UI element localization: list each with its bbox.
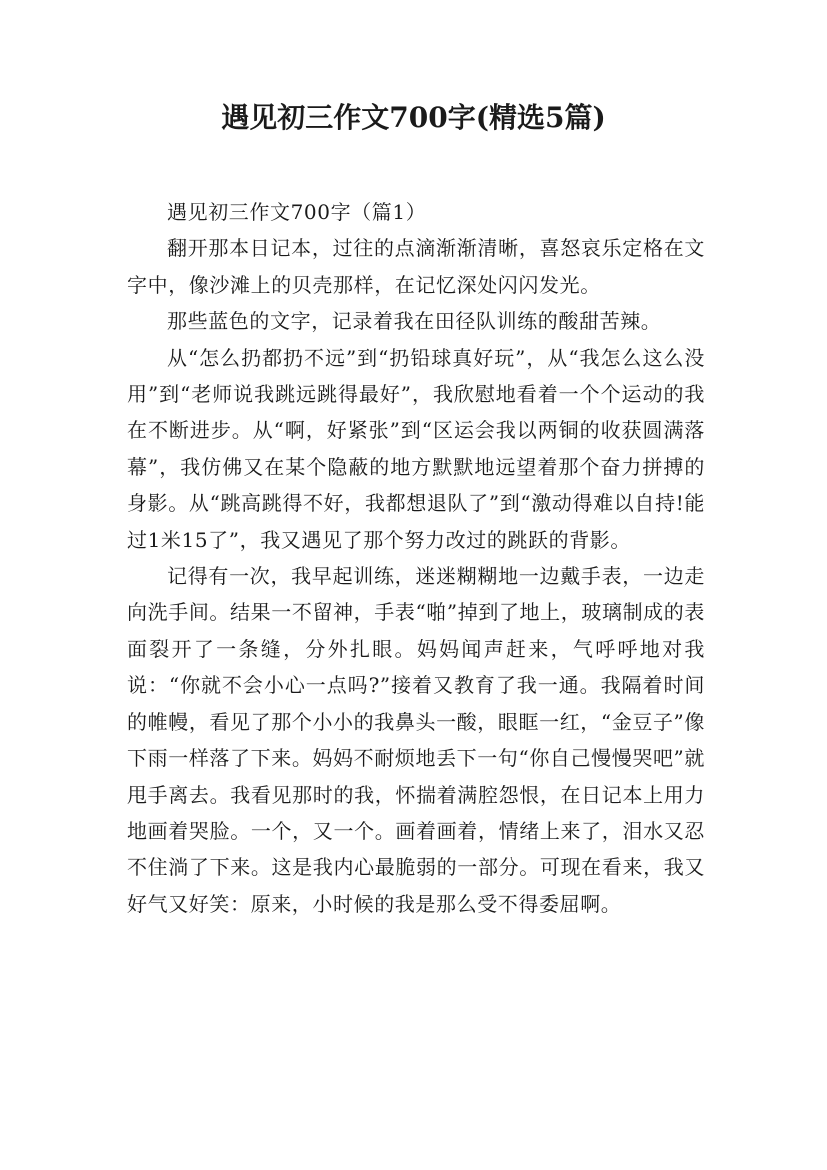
paragraph: 那些蓝色的文字，记录着我在田径队训练的酸甜苦辣。 bbox=[167, 309, 662, 334]
section-heading: 遇见初三作文700字（篇1） bbox=[167, 200, 427, 224]
document-body bbox=[127, 194, 705, 922]
document-title: 遇见初三作文700字(精选5篇) bbox=[221, 101, 606, 134]
paragraph: 从“怎么扔都扔不远”到“扔铅球真好玩”，从“我怎么这么没用”到“老师说我跳远跳得最好”，我欣慰地看着一个个运动的我在不断进步。从“啊，好紧张”到“区运会我以两铜的收获圆满落幕”，我仿佛又在某个隐蔽的地方默默地远望着那个奋力拼搏的身影。从“跳高跳得不好，我都想退队了”到“激动得难以自持!能过1米15了”，我又遇见了那个努力改过的跳跃的背影。 bbox=[127, 345, 705, 552]
paragraph: 翻开那本日记本，过往的点滴渐渐清晰，喜怒哀乐定格在文字中，像沙滩上的贝壳那样，在记忆深处闪闪发光。 bbox=[127, 236, 705, 297]
paragraph: 记得有一次，我早起训练，迷迷糊糊地一边戴手表，一边走向洗手间。结果一不留神，手表“啪”掉到了地上，玻璃制成的表面裂开了一条缝，分外扎眼。妈妈闻声赶来，气呼呼地对我说：“你就不会小心一点吗?”接着又教育了我一通。我隔着时间的帷幔，看见了那个小小的我鼻头一酸，眼眶一红，“金豆子”像下雨一样落了下来。妈妈不耐烦地丢下一句“你自己慢慢哭吧”就甩手离去。我看见那时的我，怀揣着满腔怨恨，在日记本上用力地画着哭脸。一个，又一个。画着画着，情绪上来了，泪水又忍不住淌了下来。这是我内心最脆弱的一部分。可现在看来，我又好气又好笑：原来，小时候的我是那么受不得委屈啊。 bbox=[127, 564, 705, 916]
